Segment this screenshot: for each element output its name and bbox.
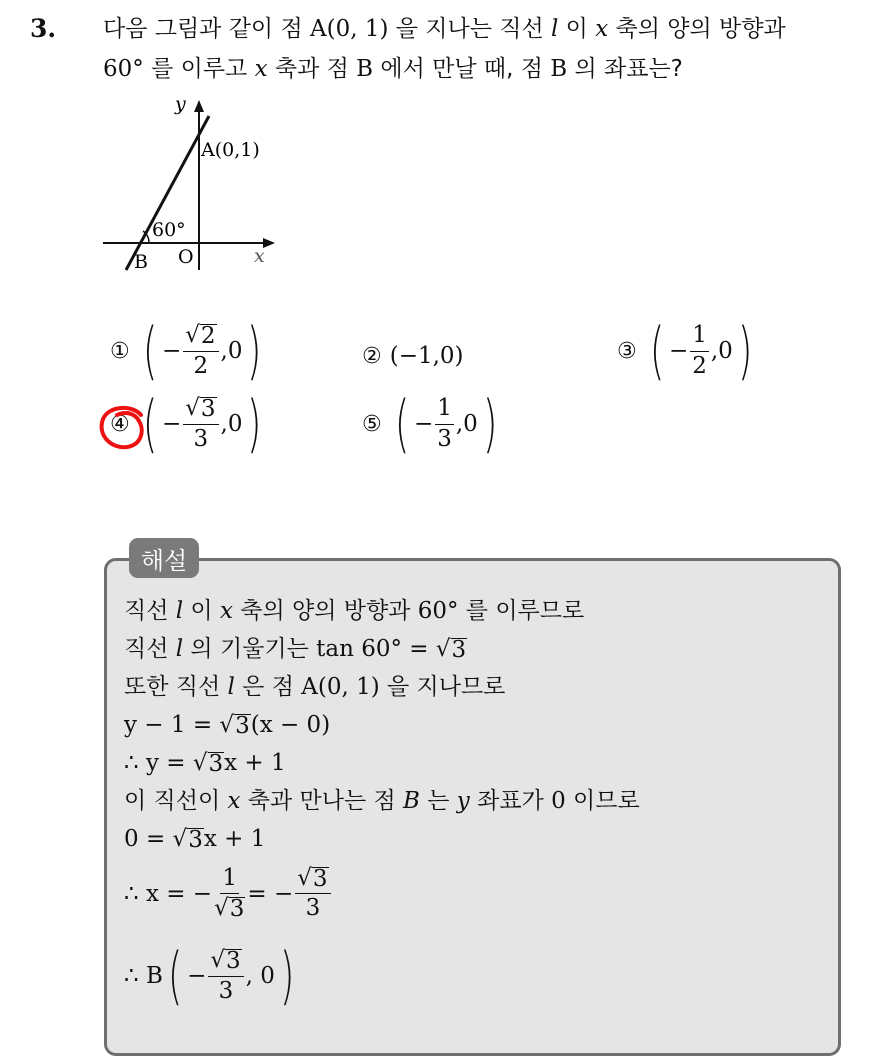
choice-2[interactable]: ② (−1,0) xyxy=(362,343,464,369)
selected-answer-circle xyxy=(97,403,149,453)
solution-line-8: ∴ x = − 1 √ 3 = − √ 3 3 xyxy=(124,866,333,922)
solution-line-4: y − 1 = √ 3 (x − 0) xyxy=(124,712,331,739)
y-axis-label: y xyxy=(175,93,186,115)
solution-line-3: 또한 직선 l 은 점 A(0, 1) 을 지나므로 xyxy=(124,674,506,700)
question-text-line2: 60° 를 이루고 x 축과 점 B 에서 만날 때, 점 B 의 좌표는? xyxy=(103,56,683,82)
y-axis-arrow xyxy=(194,100,204,112)
question-text-line1: 다음 그림과 같이 점 A(0, 1) 을 지나는 직선 l 이 x 축의 양의 방향과 xyxy=(103,16,786,42)
line-l xyxy=(126,116,209,270)
choice-1[interactable]: ① ( − √ 2 2 ,0 ) xyxy=(110,314,262,387)
angle-label: 60° xyxy=(152,219,186,241)
point-a-text: A(0, 1) xyxy=(310,16,389,42)
origin-label: O xyxy=(178,246,194,268)
solution-line-9: ∴ B ( − √ 3 3 , 0 ) xyxy=(124,939,295,1012)
choice-3[interactable]: ③ ( − $\frac{1}{2}$ ,0 ) xyxy=(617,314,753,387)
solution-tag: 해설 xyxy=(129,538,199,578)
point-b-label: B xyxy=(134,251,148,273)
solution-line-1: 직선 l 이 x 축의 양의 방향과 60° 를 이루므로 xyxy=(124,598,585,624)
choice-4[interactable]: ④ ( − √ 3 3 ,0 ) xyxy=(110,387,262,460)
solution-line-7: 0 = √ 3 x + 1 xyxy=(124,826,266,853)
question-number: 3. xyxy=(30,14,57,43)
x-axis-arrow xyxy=(263,238,275,248)
solution-line-2: 직선 l 의 기울기는 tan 60° = √ 3 xyxy=(124,636,467,663)
solution-line-5: ∴ y = √ 3 x + 1 xyxy=(124,750,286,777)
point-a-label: A(0,1) xyxy=(201,139,260,161)
coordinate-figure xyxy=(95,90,295,280)
x-axis-label: x xyxy=(254,245,265,267)
solution-line-6: 이 직선이 x 축과 만나는 점 B 는 y 좌표가 0 이므로 xyxy=(124,788,640,814)
choice-5[interactable]: ⑤ ( − $\frac{1}{3}$ ,0 ) xyxy=(362,387,498,460)
